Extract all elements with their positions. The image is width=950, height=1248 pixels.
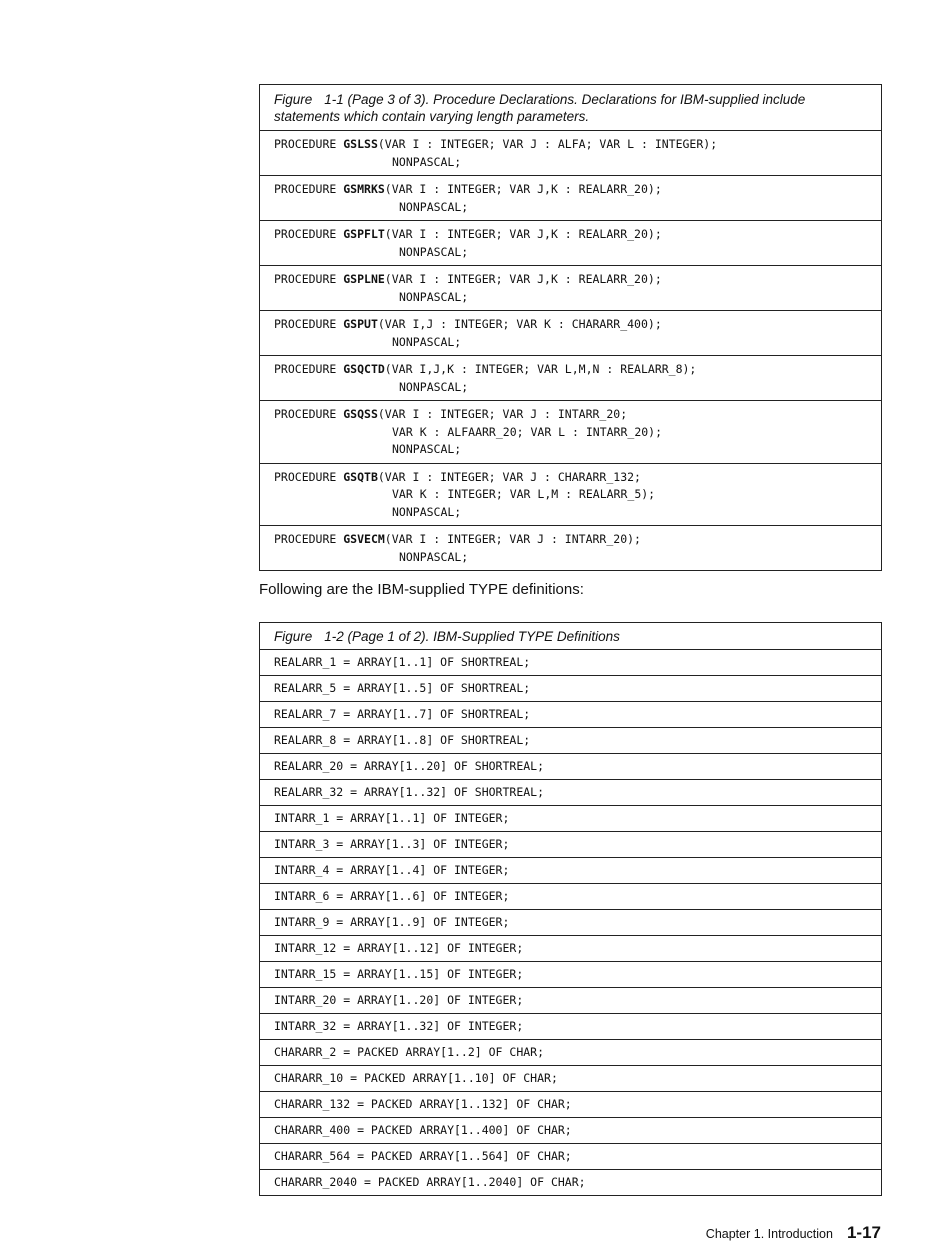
type-row: REALARR_20 = ARRAY[1..20] OF SHORTREAL; xyxy=(260,754,881,780)
procedure-tail: NONPASCAL; xyxy=(399,379,469,394)
procedure-row xyxy=(260,311,881,356)
type-row: INTARR_1 = ARRAY[1..1] OF INTEGER; xyxy=(260,806,881,832)
type-row: INTARR_3 = ARRAY[1..3] OF INTEGER; xyxy=(260,832,881,858)
procedure-row xyxy=(260,266,881,311)
procedure-row xyxy=(260,401,881,464)
procedure-params: (VAR I : INTEGER; VAR J : ALFA; VAR L : INTEGER); xyxy=(377,137,718,151)
caption-figure-number: 1-2 xyxy=(324,629,344,644)
procedure-params: (VAR I,J : INTEGER; VAR K : CHARARR_400); xyxy=(377,317,662,331)
procedure-name: GSPLNE xyxy=(343,272,385,286)
type-row: INTARR_15 = ARRAY[1..15] OF INTEGER; xyxy=(260,962,881,988)
procedure-row xyxy=(260,176,881,221)
type-row: CHARARR_2040 = PACKED ARRAY[1..2040] OF CHAR; xyxy=(274,1175,586,1189)
procedure-tail: NONPASCAL; xyxy=(392,154,462,169)
caption-figure-word: Figure xyxy=(274,629,313,644)
type-row: INTARR_32 = ARRAY[1..32] OF INTEGER; xyxy=(260,1014,881,1040)
procedure-keyword: PROCEDURE xyxy=(274,532,344,546)
type-row: CHARARR_564 = PACKED ARRAY[1..564] OF CHAR; xyxy=(260,1144,881,1170)
procedure-keyword: PROCEDURE xyxy=(274,407,344,421)
procedure-tail: NONPASCAL; xyxy=(392,442,462,456)
procedure-keyword: PROCEDURE xyxy=(274,272,344,286)
type-row: CHARARR_400 = PACKED ARRAY[1..400] OF CHAR; xyxy=(260,1118,881,1144)
procedure-name: GSMRKS xyxy=(343,182,385,196)
type-row: REALARR_1 = ARRAY[1..1] OF SHORTREAL; xyxy=(260,650,881,676)
figure-type-definitions xyxy=(259,622,882,1196)
figure-caption xyxy=(260,623,881,650)
type-row: REALARR_5 = ARRAY[1..5] OF SHORTREAL; xyxy=(260,676,881,702)
procedure-tail: NONPASCAL; xyxy=(399,199,469,214)
caption-text: (Page 1 of 2). IBM-Supplied TYPE Definitions xyxy=(347,629,620,644)
procedure-params: (VAR I,J,K : INTEGER; VAR L,M,N : REALARR_8); xyxy=(384,362,697,376)
procedure-params: (VAR I : INTEGER; VAR J : INTARR_20; xyxy=(377,407,628,421)
procedure-params: (VAR I : INTEGER; VAR J,K : REALARR_20); xyxy=(384,272,662,286)
procedure-row xyxy=(260,464,881,527)
type-row: INTARR_9 = ARRAY[1..9] OF INTEGER; xyxy=(260,910,881,936)
procedure-params-cont: VAR K : INTEGER; VAR L,M : REALARR_5); xyxy=(392,487,656,501)
caption-figure-word: Figure xyxy=(274,92,313,107)
procedure-name: GSQTB xyxy=(343,469,378,484)
procedure-tail: NONPASCAL; xyxy=(399,549,469,564)
chapter-label: Chapter 1. Introduction xyxy=(705,1227,833,1241)
procedure-name: GSVECM xyxy=(343,532,385,546)
procedure-params: (VAR I : INTEGER; VAR J : CHARARR_132; xyxy=(377,469,641,484)
procedure-params-cont: VAR K : ALFAARR_20; VAR L : INTARR_20); xyxy=(392,424,663,439)
type-row: INTARR_20 = ARRAY[1..20] OF INTEGER; xyxy=(260,988,881,1014)
caption-figure-number: 1-1 xyxy=(324,92,344,107)
type-row: CHARARR_2 = PACKED ARRAY[1..2] OF CHAR; xyxy=(260,1040,881,1066)
procedure-params: (VAR I : INTEGER; VAR J : INTARR_20); xyxy=(384,532,641,546)
procedure-name: GSQSS xyxy=(343,407,378,421)
procedure-name: GSQCTD xyxy=(343,362,385,376)
procedure-keyword: PROCEDURE xyxy=(274,469,344,484)
type-row: INTARR_12 = ARRAY[1..12] OF INTEGER; xyxy=(260,936,881,962)
procedure-row xyxy=(260,221,881,266)
type-row: INTARR_6 = ARRAY[1..6] OF INTEGER; xyxy=(260,884,881,910)
procedure-tail: NONPASCAL; xyxy=(399,289,469,304)
procedure-row xyxy=(260,131,881,176)
page-footer xyxy=(706,1222,881,1245)
type-row: REALARR_8 = ARRAY[1..8] OF SHORTREAL; xyxy=(260,728,881,754)
procedure-tail: NONPASCAL; xyxy=(392,334,462,349)
procedure-keyword: PROCEDURE xyxy=(274,362,344,376)
procedure-keyword: PROCEDURE xyxy=(274,317,344,331)
type-row: REALARR_32 = ARRAY[1..32] OF SHORTREAL; xyxy=(260,780,881,806)
figure-caption xyxy=(260,85,881,131)
procedure-name: GSPFLT xyxy=(343,227,385,241)
procedure-params: (VAR I : INTEGER; VAR J,K : REALARR_20); xyxy=(384,182,662,196)
type-row: CHARARR_10 = PACKED ARRAY[1..10] OF CHAR; xyxy=(260,1066,881,1092)
type-row: CHARARR_132 = PACKED ARRAY[1..132] OF CHAR; xyxy=(260,1092,881,1118)
procedure-params: (VAR I : INTEGER; VAR J,K : REALARR_20); xyxy=(384,227,662,241)
type-row: REALARR_7 = ARRAY[1..7] OF SHORTREAL; xyxy=(260,702,881,728)
procedure-tail: NONPASCAL; xyxy=(399,244,469,259)
procedure-keyword: PROCEDURE xyxy=(274,182,344,196)
procedure-name: GSPUT xyxy=(343,317,378,331)
procedure-keyword: PROCEDURE xyxy=(274,137,344,151)
lead-paragraph: Following are the IBM-supplied TYPE definitions: xyxy=(259,581,584,598)
type-row: INTARR_4 = ARRAY[1..4] OF INTEGER; xyxy=(260,858,881,884)
procedure-row xyxy=(260,356,881,401)
procedure-name: GSLSS xyxy=(343,137,378,151)
procedure-keyword: PROCEDURE xyxy=(274,227,344,241)
procedure-row xyxy=(260,526,881,570)
figure-procedure-declarations xyxy=(259,84,882,571)
caption-text: (Page 3 of 3). Procedure Declarations. Declarations for IBM-supplied include statements which contain varying length parameters. xyxy=(274,92,806,124)
page-number: 1-17 xyxy=(846,1223,881,1242)
procedure-tail: NONPASCAL; xyxy=(392,504,462,519)
